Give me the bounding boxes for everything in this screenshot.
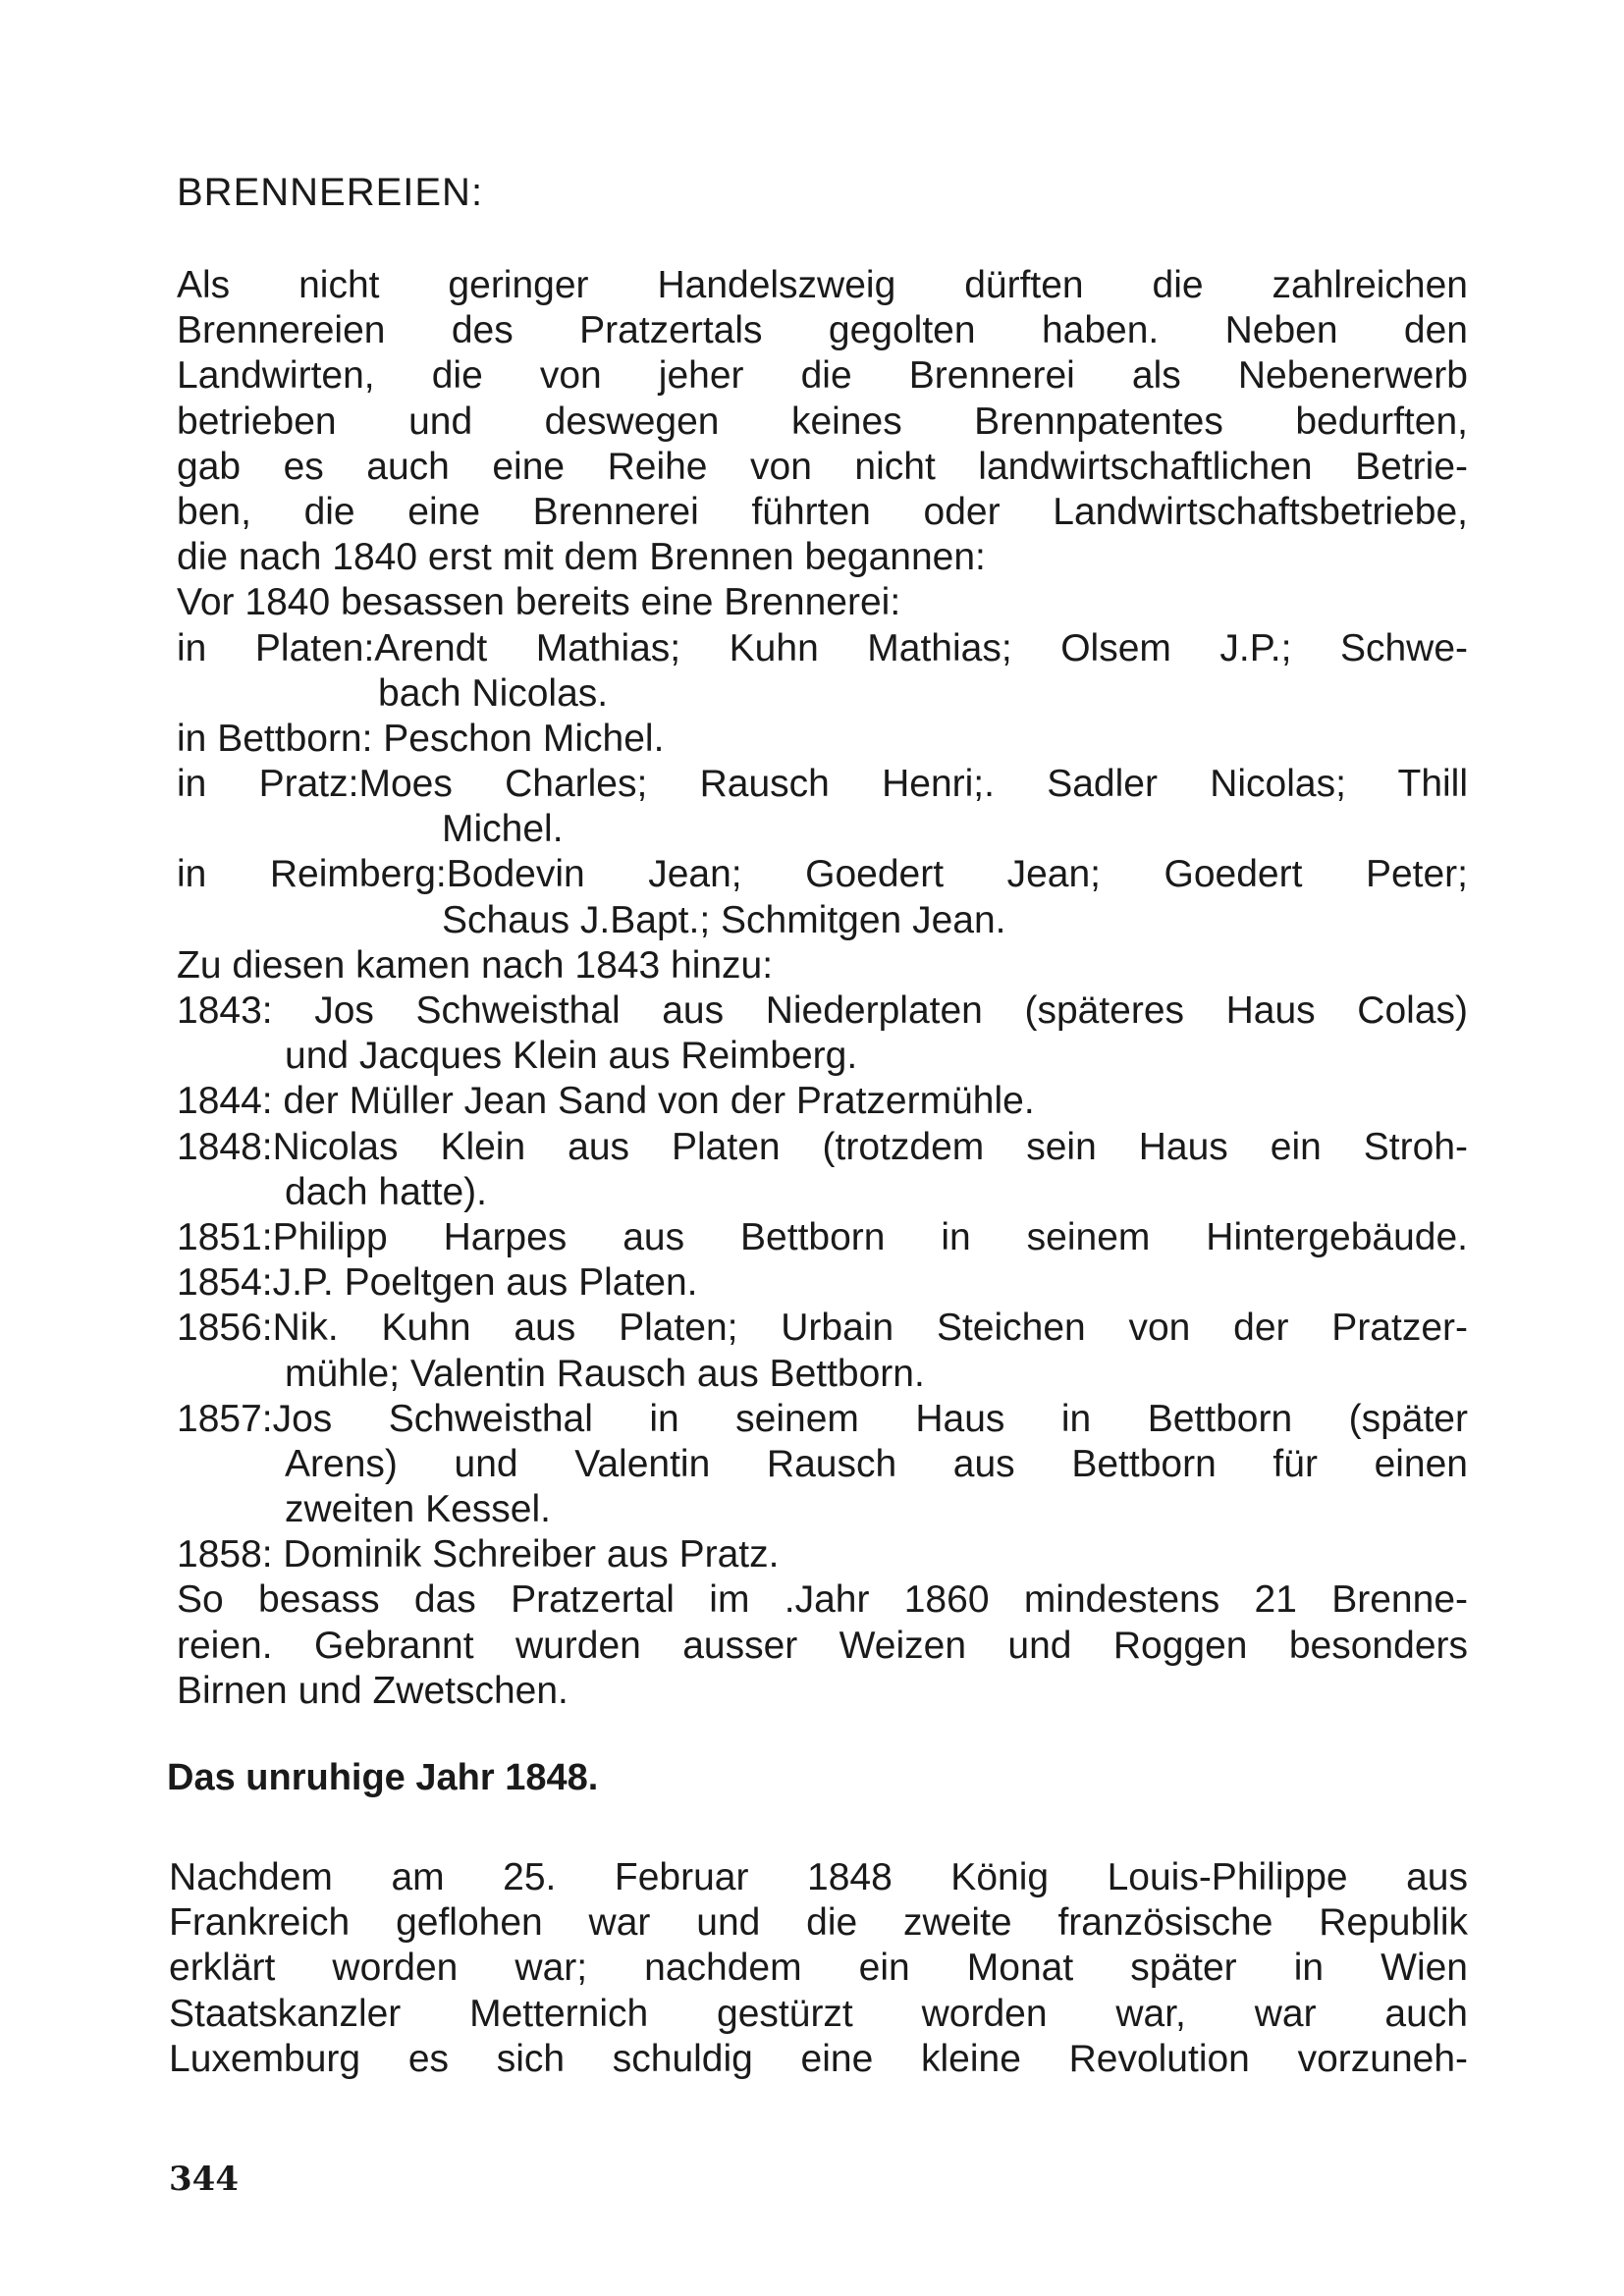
text-line: Staatskanzler Metternich gestürzt worden war, war auch: [169, 1992, 1468, 2035]
paragraph-1848: [169, 1855, 1468, 2082]
text-line: 1856:Nik. Kuhn aus Platen; Urbain Steichen von der Pratzer-: [177, 1307, 1468, 1350]
text-line: 1851:Philipp Harpes aus Bettborn in seinem Hintergebäude.: [177, 1215, 1468, 1258]
text-line: Brennereien des Pratzertals gegolten haben. Neben den: [177, 309, 1468, 352]
paragraph-brennereien: [177, 263, 1468, 1714]
text-line: 1843: Jos Schweisthal aus Niederplaten (späteres Haus Colas): [177, 989, 1468, 1032]
text-line: die nach 1840 erst mit dem Brennen begannen:: [177, 536, 986, 579]
text-line: So besass das Pratzertal im .Jahr 1860 mindestens 21 Brenne-: [177, 1578, 1468, 1622]
text-line: ben, die eine Brennerei führten oder Landwirtschaftsbetriebe,: [177, 490, 1468, 533]
text-line: 1848:Nicolas Klein aus Platen (trotzdem sein Haus ein Stroh-: [177, 1125, 1468, 1168]
text-line: in Pratz:Moes Charles; Rausch Henri;. Sadler Nicolas; Thill: [177, 763, 1468, 806]
text-line: 1857:Jos Schweisthal in seinem Haus in Bettborn (später: [177, 1397, 1468, 1440]
text-line: mühle; Valentin Rausch aus Bettborn.: [285, 1352, 925, 1395]
text-line: Landwirten, die von jeher die Brennerei als Nebenerwerb: [177, 354, 1468, 398]
text-line: Vor 1840 besassen bereits eine Brennerei:: [177, 581, 901, 624]
section-heading-brennereien: BRENNEREIEN:: [177, 171, 484, 214]
text-line: reien. Gebrannt wurden ausser Weizen und Roggen besonders: [177, 1624, 1468, 1667]
text-line: Birnen und Zwetschen.: [177, 1669, 568, 1712]
text-line: Michel.: [442, 808, 564, 851]
text-line: Als nicht geringer Handelszweig dürften die zahlreichen: [177, 264, 1468, 306]
text-line: erklärt worden war; nachdem ein Monat später in Wien: [169, 1947, 1468, 1990]
text-line: Zu diesen kamen nach 1843 hinzu:: [177, 943, 774, 987]
text-line: in Reimberg:Bodevin Jean; Goedert Jean; Goedert Peter;: [177, 853, 1468, 896]
text-line: dach hatte).: [285, 1170, 487, 1213]
text-line: Arens) und Valentin Rausch aus Bettborn für einen: [285, 1442, 1468, 1485]
text-line: in Platen:Arendt Mathias; Kuhn Mathias; Olsem J.P.; Schwe-: [177, 626, 1468, 669]
text-line: zweiten Kessel.: [285, 1488, 551, 1531]
text-line: 1854:J.P. Poeltgen aus Platen.: [177, 1261, 698, 1305]
text-line: in Bettborn: Peschon Michel.: [177, 717, 665, 760]
text-line: Frankreich geflohen war und die zweite französische Republik: [169, 1901, 1468, 1945]
text-line: und Jacques Klein aus Reimberg.: [285, 1035, 858, 1078]
text-line: Nachdem am 25. Februar 1848 König Louis-Philippe aus: [169, 1856, 1468, 1898]
page-number: 344: [169, 2160, 239, 2199]
text-line: Schaus J.Bapt.; Schmitgen Jean.: [442, 898, 1006, 941]
text-line: bach Nicolas.: [378, 671, 609, 715]
text-line: 1844: der Müller Jean Sand von der Pratzermühle.: [177, 1080, 1035, 1123]
section-heading-1848: Das unruhige Jahr 1848.: [167, 1757, 599, 1798]
text-line: gab es auch eine Reihe von nicht landwirtschaftlichen Betrie-: [177, 445, 1468, 488]
text-line: betrieben und deswegen keines Brennpatentes bedurften,: [177, 400, 1468, 443]
text-line: Luxemburg es sich schuldig eine kleine Revolution vorzuneh-: [169, 2037, 1468, 2080]
text-line: 1858: Dominik Schreiber aus Pratz.: [177, 1533, 780, 1576]
